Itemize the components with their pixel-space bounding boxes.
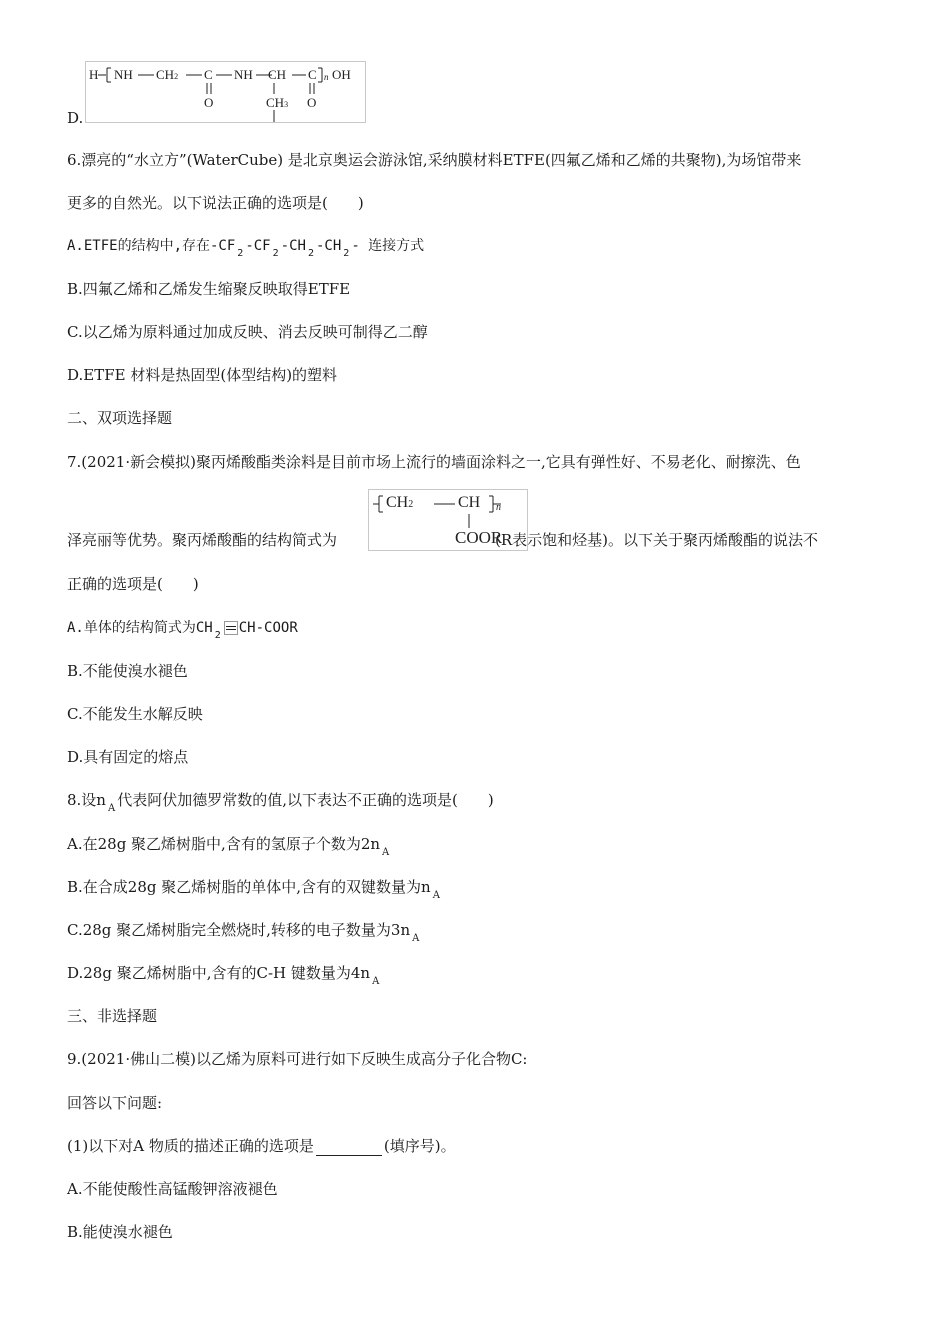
q8-option-c: C.28g 聚乙烯树脂完全燃烧时,转移的电子数量为3n $_A$ — [67, 921, 420, 944]
q9-subquestion-1: (1)以下对A 物质的描述正确的选项是 (填序号)。 — [67, 1137, 456, 1155]
q8-stem: 8.设n $_A$ 代表阿伏加德罗常数的值,以下表达不正确的选项是( ) — [67, 791, 494, 814]
polyacrylate-coor: COOR — [455, 528, 503, 547]
q7-stem-line2: 泽亮丽等优势。聚丙烯酸酯的结构简式为 (R表示饱和烃基)。以下关于聚丙烯酸酯的说法不 — [67, 531, 819, 549]
q6-option-d: D.ETFE 材料是热固型(体型结构)的塑料 — [67, 366, 338, 384]
polyamide-formula-image — [85, 61, 366, 123]
q6-stem-line2: 更多的自然光。以下说法正确的选项是( ) — [67, 194, 364, 212]
q9-option-b: B.能使溴水褪色 — [67, 1223, 173, 1241]
q7-stem-line3: 正确的选项是( ) — [67, 575, 199, 593]
q8-option-a: A.在28g 聚乙烯树脂中,含有的氢原子个数为2n $_A$ — [67, 835, 390, 858]
q7-option-c: C.不能发生水解反映 — [67, 705, 203, 723]
q6-stem-line1: 6.漂亮的“水立方”(WaterCube) 是北京奥运会游泳馆,采纳膜材料ETFE(四氟乙烯和乙烯的共聚物),为场馆带来 — [67, 151, 802, 169]
section-2-title: 二、双项选择题 — [67, 409, 173, 427]
formula-c2: C — [308, 67, 317, 82]
formula-nh1: NH — [114, 67, 133, 82]
formula-o2: O — [307, 95, 317, 110]
q7-stem-line1: 7.(2021·新会模拟)聚丙烯酸酯类涂料是目前市场上流行的墙面涂料之一,它具有弹性好、不易老化、耐擦洗、色 — [67, 453, 801, 471]
section-3-title: 三、非选择题 — [67, 1007, 158, 1025]
q7-option-a: A.单体的结构简式为CH $_2$ CH-COOR — [67, 620, 298, 641]
q6-option-b: B.四氟乙烯和乙烯发生缩聚反映取得ETFE — [67, 280, 351, 298]
q9-option-a: A.不能使酸性高锰酸钾溶液褪色 — [67, 1180, 278, 1198]
q8-option-d: D.28g 聚乙烯树脂中,含有的C-H 键数量为4n $_A$ — [67, 964, 380, 987]
polyacrylate-ch: CH — [458, 494, 481, 511]
formula-h: H — [89, 67, 99, 82]
q6-option-a: A.ETFE的结构中,存在-CF $_2$ -CF $_2$ -CH $_2$ -CH $_2$ - 连接方式 — [67, 238, 425, 259]
formula-oh: OH — [332, 67, 351, 82]
q9-prompt: 回答以下问题: — [67, 1094, 163, 1112]
polyacrylate-n: n — [496, 502, 501, 513]
formula-ch3: CH3 — [266, 95, 289, 110]
formula-o1: O — [204, 95, 214, 110]
formula-ch: CH — [268, 67, 287, 82]
q5-option-d: D. — [67, 109, 84, 127]
q7-option-d: D.具有固定的熔点 — [67, 748, 189, 766]
answer-blank[interactable] — [316, 1140, 382, 1156]
polyacrylate-ch2: CH2 — [386, 494, 414, 511]
q6-option-c: C.以乙烯为原料通过加成反映、消去反映可制得乙二醇 — [67, 323, 428, 341]
q8-option-b: B.在合成28g 聚乙烯树脂的单体中,含有的双键数量为n $_A$ — [67, 878, 440, 901]
formula-nh2: NH — [234, 67, 253, 82]
formula-ch2: CH2 — [156, 67, 179, 82]
q7-option-b: B.不能使溴水褪色 — [67, 662, 188, 680]
formula-c1: C — [204, 67, 213, 82]
formula-n: n — [324, 72, 329, 82]
double-bond-icon — [224, 621, 238, 635]
q9-stem: 9.(2021·佛山二模)以乙烯为原料可进行如下反映生成高分子化合物C: — [67, 1050, 528, 1068]
